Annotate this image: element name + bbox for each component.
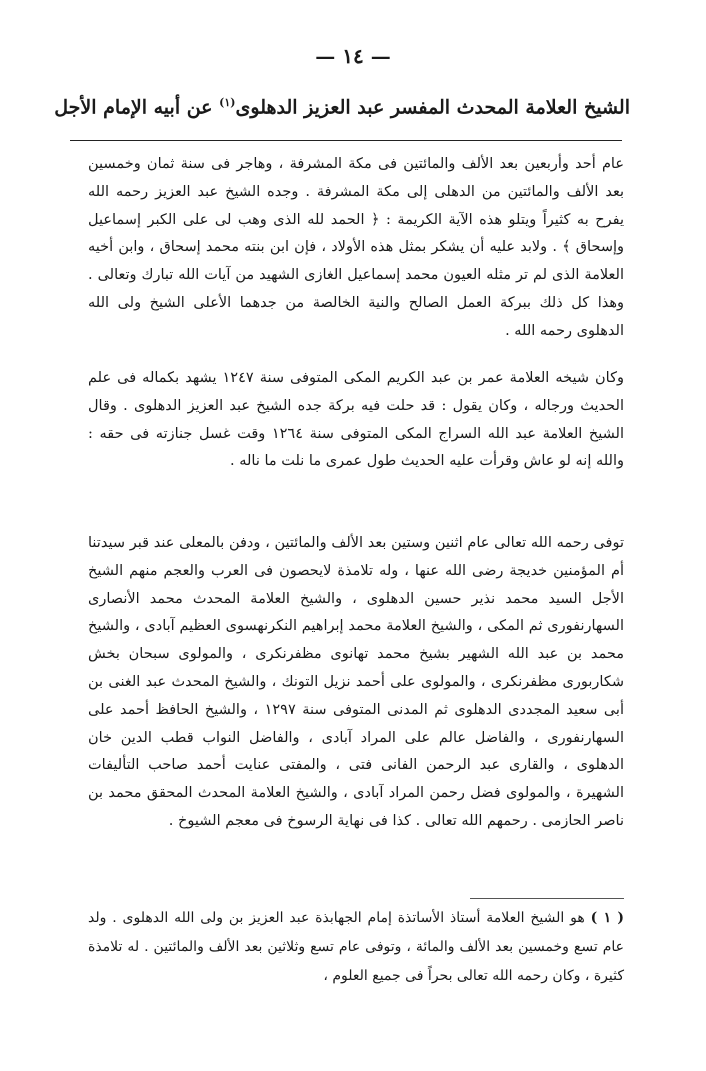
- header-title: الشيخ العلامة المحدث المفسر عبد العزيز الدهلوى: [235, 96, 630, 119]
- footnote: [88, 904, 624, 991]
- footnote-text: هو الشيخ العلامة أستاذ الأساتذة إمام الجهابذة عبد العزيز بن ولى الله الدهلوى . ولد عام تسع وخمسين بعد الألف والمائة ، وتوفى عام تسع وثلاثين بعد الألف والمائتين . له تلامذة كثيرة ، وكان رحمه الله تعالى بحراً فى جميع العلوم ،: [88, 910, 624, 984]
- header-title-end: عن أبيه الإمام الأجل: [54, 96, 213, 119]
- paragraph-3: توفى رحمه الله تعالى عام اثنين وستين بعد الألف والمائتين ، ودفن بالمعلى عند قبر سيدتنا أم المؤمنين خديجة رضى الله عنها ، وله تلامذة لايحصون فى العرب والعجم منهم الشيخ الأجل السيد محمد نذير حسين الدهلوى ، والشيخ العلامة المحدث محمد الأنصارى السهارنفورى ثم المكى ، والشيخ العلامة محمد إبراهيم النكرنهسوى العظيم آبادى ، والشيخ محمد بن عبد الله الشهير بشيخ محمد تهانوى مظفرنكرى ، والمولوى سبحان بخش شكاربورى مظفرنكرى ، والمولوى على أحمد نزيل التونك ، والشيخ المحدث عبد الغنى بن أبى سعيد المجددى الدهلوى ثم المدنى المتوفى سنة ١٢٩٧ ، والشيخ الحافظ أحمد على السهارنفورى ، والفاضل عالم على المراد آبادى ، والفاضل النواب قطب الدين خان الدهلوى ، والقارى عبد الرحمن الفانى فتى ، والمفتى عنايت أحمد صاحب التأليفات الشهيرة ، والمولوى فضل رحمن المراد آبادى ، والشيخ العلامة المحدث المحقق محمد بن ناصر الحازمى . رحمهم الله تعالى . كذا فى نهاية الرسوخ فى معجم الشيوخ .: [88, 535, 624, 829]
- header-rule: [70, 140, 622, 141]
- page-number: — ١٤ —: [315, 44, 391, 68]
- paragraph-1: عام أحد وأربعين بعد الألف والمائتين فى مكة المشرفة ، وهاجر فى سنة ثمان وخمسين بعد الألف والمائتين من الدهلى إلى مكة المشرفة . وجده الشيخ عبد العزيز رحمه الله يفرح به كثيراً ويتلو هذه الآية الكريمة : ﴿ الحمد لله الذى وهب لى على الكبر إسماعيل وإسحاق ﴾ . ولابد عليه أن يشكر بمثل هذه الأولاد ، فإن ابن بنته محمد إسحاق ، وابن أخيه العلامة الذى لم تر مثله العيون محمد إسماعيل الغازى الشهيد من آيات الله تبارك وتعالى . وهذا كل ذلك ببركة العمل الصالح والنية الخالصة من جدهما الأعلى الشيخ ولى الله الدهلوى رحمه الله .: [88, 156, 624, 339]
- footnote-reference: (١): [219, 96, 236, 109]
- running-header: [54, 96, 630, 119]
- footnote-rule: [470, 898, 624, 899]
- footnote-marker: ( ١ ): [590, 910, 625, 926]
- paragraph-2: وكان شيخه العلامة عمر بن عبد الكريم المكى المتوفى سنة ١٢٤٧ يشهد بكماله فى علم الحديث ورجاله ، وكان يقول : قد حلت فيه بركة جده الشيخ عبد العزيز الدهلوى . وقال الشيخ العلامة عبد الله السراج المكى المتوفى سنة ١٢٦٤ وقت غسل جنازته فى حقه : والله إنه لو عاش وقرأت عليه الحديث طول عمرى ما نلت ما ناله .: [88, 370, 624, 470]
